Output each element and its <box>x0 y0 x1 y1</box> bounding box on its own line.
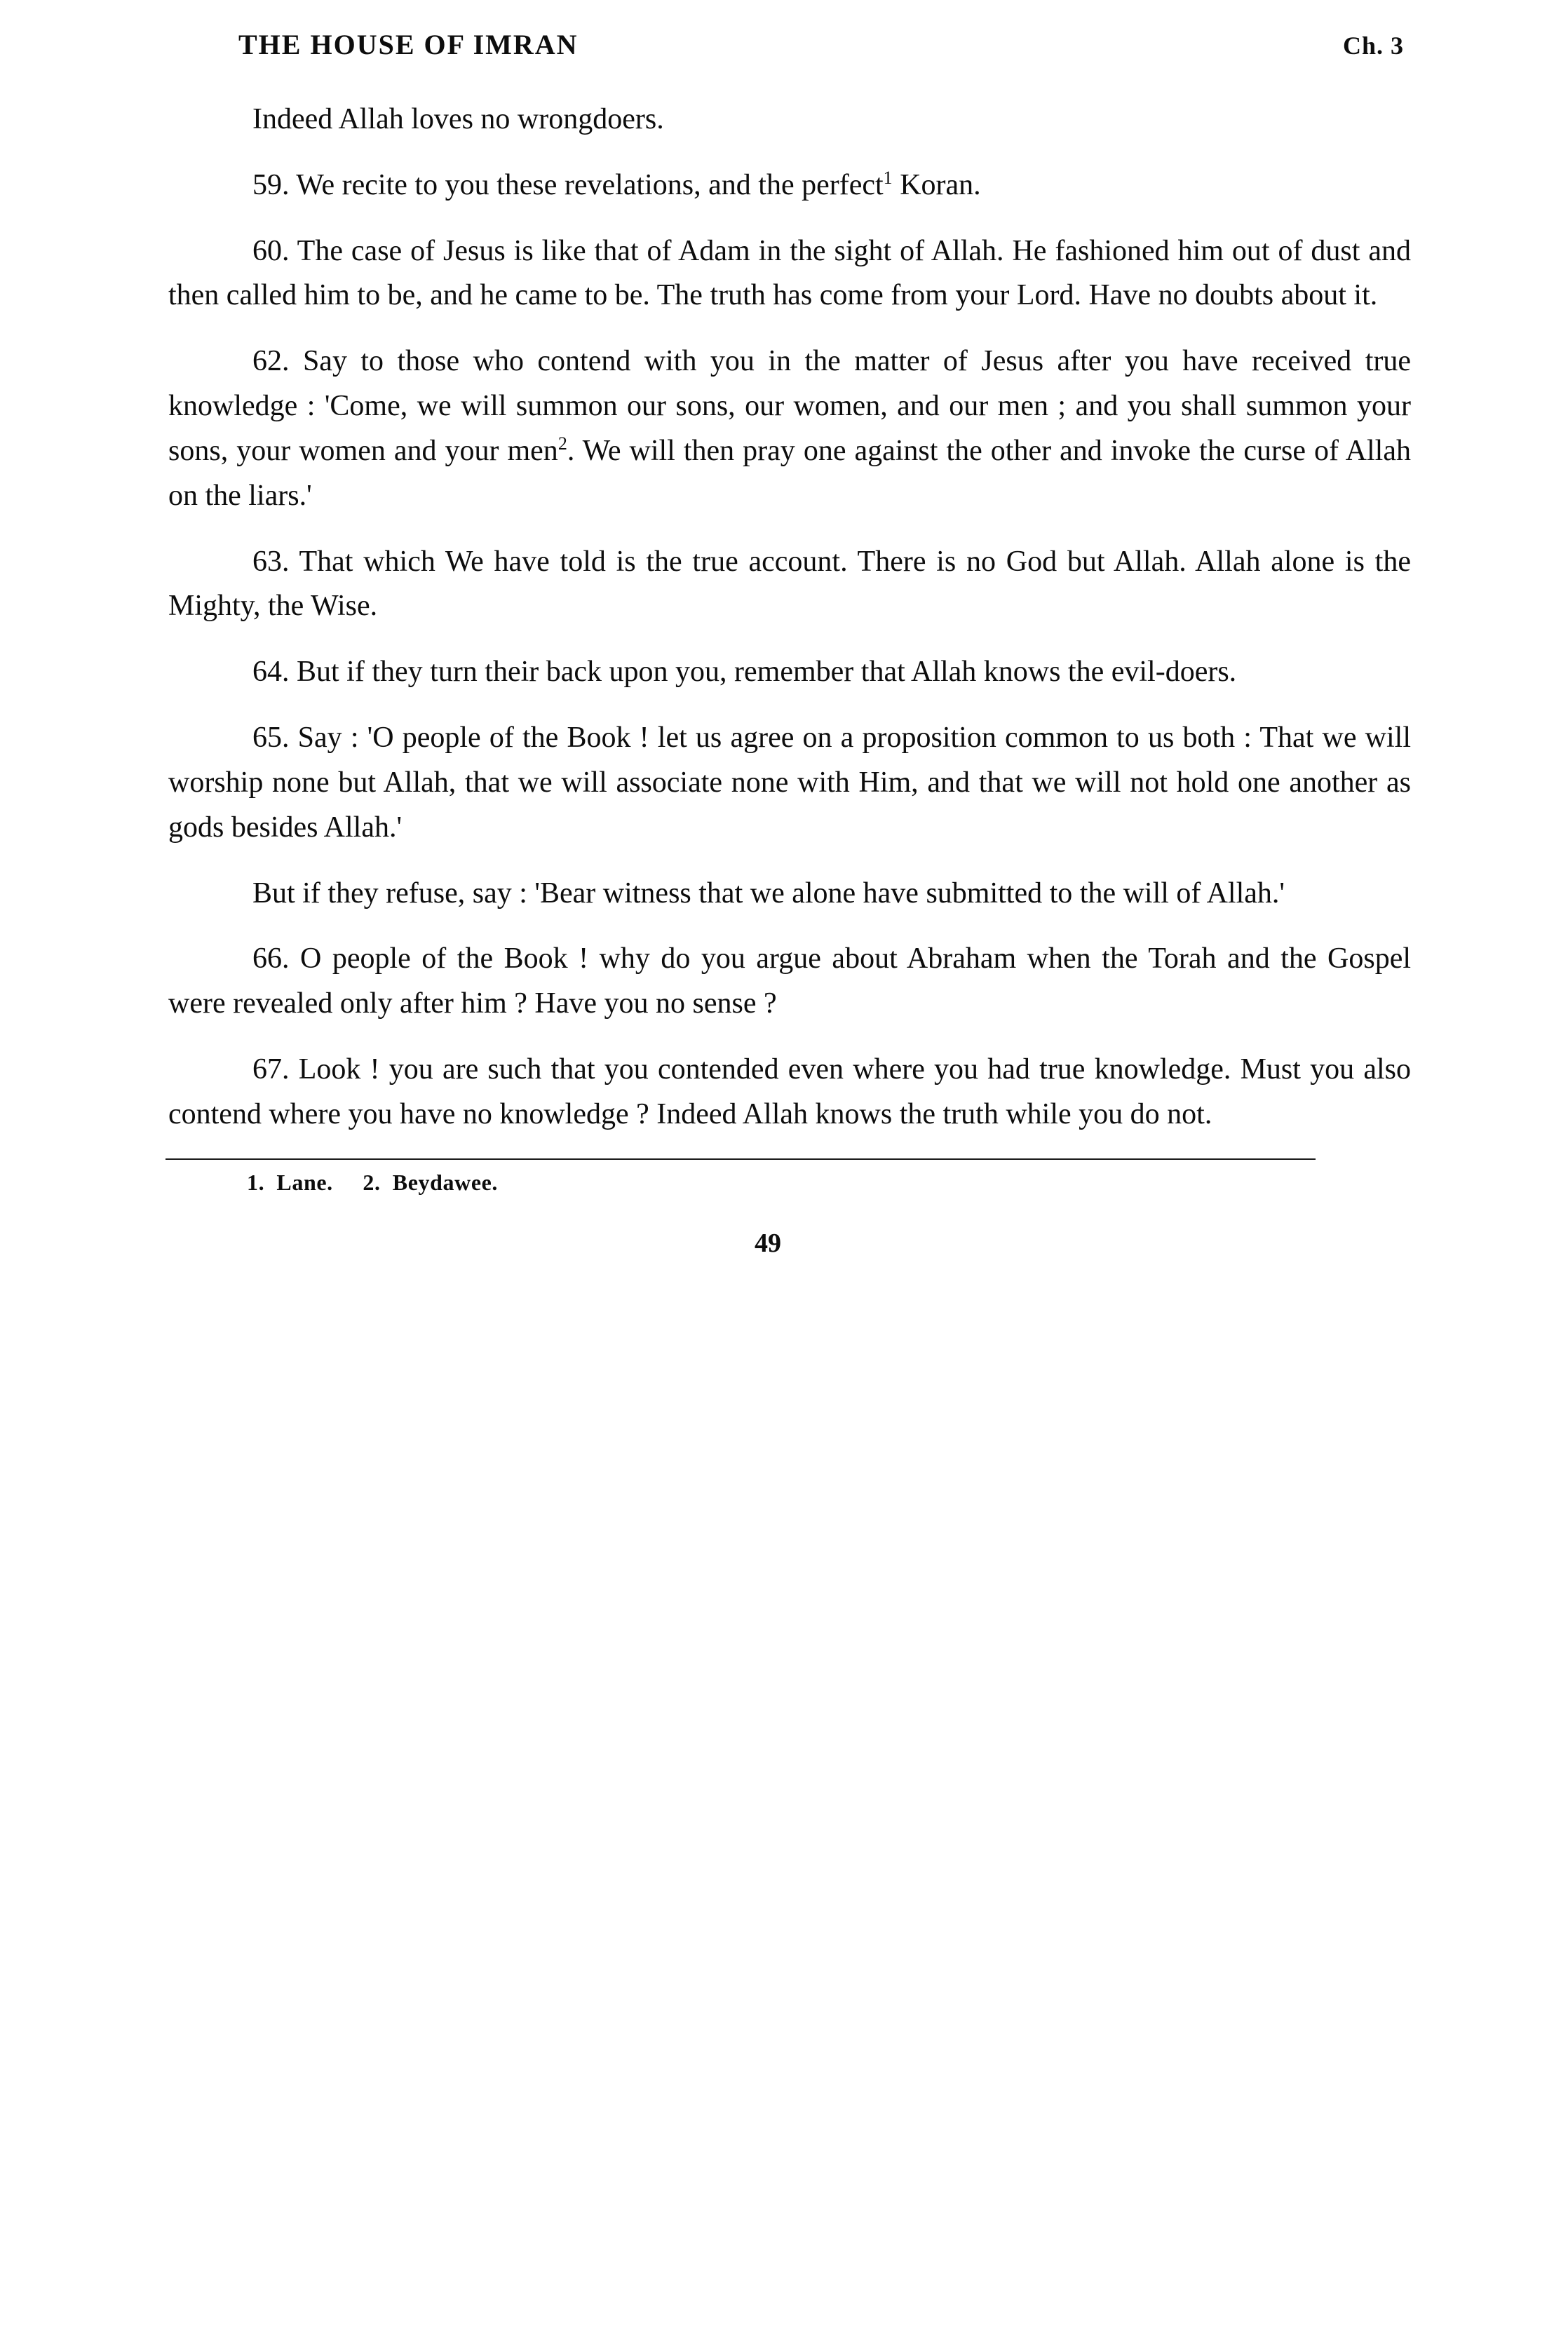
header-chapter: Ch. 3 <box>1342 32 1404 60</box>
paragraph-text: But if they refuse, say : 'Bear witness that we alone have submitted to the will of Allah.' <box>252 877 1285 909</box>
footnote-marker-1: 1 <box>883 167 893 188</box>
paragraph-text: 60. The case of Jesus is like that of Adam in the sight of Allah. He fashioned him out of dust and then called him to be, and he came to be. The truth has come from your Lord. Have no doubts about it. <box>168 234 1411 312</box>
paragraph-text: 59. We recite to you these revelations, and the perfect <box>252 168 884 201</box>
footnote-number: 2. <box>363 1169 381 1195</box>
page-content <box>161 28 1417 1259</box>
footnote-list <box>161 1170 1417 1196</box>
paragraph-text: Indeed Allah loves no wrongdoers. <box>252 103 664 135</box>
footnote-number: 1. <box>247 1169 265 1195</box>
paragraph-text: 65. Say : 'O people of the Book ! let us agree on a proposition common to us both : That we will worship none but Allah, that we will associate none with Him, and that we will not hold one another as gods besides Allah.' <box>168 722 1411 844</box>
paragraph-text: 62. Say to those who contend with you in the matter of Jesus after you have received true knowledge : 'Come, we will summon our sons, our women, and our men ; and you shall summon your sons, your women and your men <box>168 345 1411 467</box>
paragraph-intro <box>161 97 1417 142</box>
paragraph-verse-65-continuation <box>161 872 1417 917</box>
footnote-text: Lane. <box>276 1169 333 1195</box>
paragraph-verse-67 <box>161 1048 1417 1137</box>
footnote-divider <box>165 1158 1316 1160</box>
paragraph-text: 67. Look ! you are such that you contended even where you had true knowledge. Must you also contend where you have no knowledge ? Indeed Allah knows the truth while you do not. <box>168 1053 1411 1130</box>
paragraph-text-after: Koran. <box>892 168 981 201</box>
paragraph-verse-66 <box>161 937 1417 1027</box>
footnote-item <box>247 1170 333 1195</box>
paragraph-verse-59 <box>161 163 1417 208</box>
paragraph-verse-63 <box>161 540 1417 630</box>
paragraph-text: 63. That which We have told is the true account. There is no God but Allah. Allah alone is the Mighty, the Wise. <box>168 545 1411 623</box>
running-header <box>161 28 1417 61</box>
paragraph-verse-62 <box>161 339 1417 518</box>
paragraph-text: 66. O people of the Book ! why do you argue about Abraham when the Torah and the Gospel were revealed only after him ? Have you no sense ? <box>168 942 1411 1020</box>
header-title: THE HOUSE OF IMRAN <box>238 29 579 60</box>
paragraph-verse-60 <box>161 229 1417 319</box>
paragraph-verse-64 <box>161 650 1417 695</box>
paragraph-text: 64. But if they turn their back upon you, remember that Allah knows the evil-doers. <box>252 656 1237 689</box>
footnote-marker-2: 2 <box>557 433 567 454</box>
paragraph-text-after: . We will then pray one against the other and invoke the curse of Allah on the liars.' <box>168 434 1411 512</box>
footnote-text: Beydawee. <box>392 1169 499 1195</box>
page-number: 49 <box>755 1228 781 1258</box>
footnote-item <box>363 1170 498 1195</box>
paragraph-verse-65 <box>161 716 1417 850</box>
